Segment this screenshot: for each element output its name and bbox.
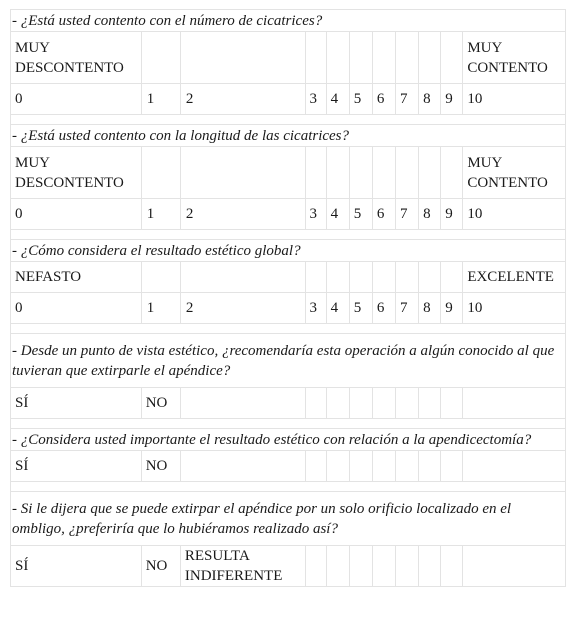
- question-text: - ¿Está usted contento con el número de cicatrices?: [11, 10, 566, 32]
- spacer-row: [11, 230, 566, 240]
- question-text: - ¿Cómo considera el resultado estético global?: [11, 240, 566, 262]
- scale-option[interactable]: 6: [372, 293, 395, 324]
- scale-anchor-row: [11, 147, 566, 199]
- scale-option[interactable]: 10: [463, 293, 566, 324]
- option-no[interactable]: NO: [141, 546, 180, 587]
- options-row: [11, 451, 566, 482]
- scale-option[interactable]: 6: [372, 199, 395, 230]
- scale-low-label: NEFASTO: [11, 262, 142, 293]
- option-yes[interactable]: SÍ: [11, 451, 142, 482]
- spacer-row: [11, 115, 566, 125]
- scale-option[interactable]: 1: [141, 293, 180, 324]
- scale-option[interactable]: 0: [11, 84, 142, 115]
- scale-option[interactable]: 4: [326, 293, 349, 324]
- options-row: [11, 546, 566, 587]
- scale-option[interactable]: 2: [180, 84, 305, 115]
- scale-high-label: EXCELENTE: [463, 262, 566, 293]
- scale-option[interactable]: 7: [395, 293, 418, 324]
- scale-option[interactable]: 9: [441, 293, 463, 324]
- scale-high-label: MUY CONTENTO: [463, 147, 566, 199]
- scale-option[interactable]: 3: [305, 293, 326, 324]
- spacer-row: [11, 419, 566, 429]
- scale-option[interactable]: 2: [180, 293, 305, 324]
- scale-row: [11, 199, 566, 230]
- scale-row: [11, 84, 566, 115]
- question-row: [11, 492, 566, 546]
- scale-option[interactable]: 1: [141, 199, 180, 230]
- aesthetic-survey-table: [10, 9, 566, 587]
- scale-low-label: MUY DESCONTENTO: [11, 32, 142, 84]
- question-text: - Desde un punto de vista estético, ¿recomendaría esta operación a algún conocido al que tuvieran que extirparle el apéndice?: [11, 334, 566, 388]
- question-row: [11, 125, 566, 147]
- scale-option[interactable]: 4: [326, 84, 349, 115]
- scale-row: [11, 293, 566, 324]
- question-row: [11, 429, 566, 451]
- options-row: [11, 388, 566, 419]
- scale-option[interactable]: 0: [11, 293, 142, 324]
- option-indifferent[interactable]: RESULTA INDIFERENTE: [180, 546, 305, 587]
- question-text: - ¿Está usted contento con la longitud de las cicatrices?: [11, 125, 566, 147]
- spacer-row: [11, 324, 566, 334]
- scale-option[interactable]: 4: [326, 199, 349, 230]
- scale-anchor-row: [11, 32, 566, 84]
- scale-option[interactable]: 8: [419, 199, 441, 230]
- question-row: [11, 10, 566, 32]
- option-yes[interactable]: SÍ: [11, 388, 142, 419]
- option-no[interactable]: NO: [141, 451, 180, 482]
- scale-option[interactable]: 7: [395, 84, 418, 115]
- scale-option[interactable]: 6: [372, 84, 395, 115]
- scale-option[interactable]: 3: [305, 199, 326, 230]
- scale-option[interactable]: 8: [419, 293, 441, 324]
- spacer-row: [11, 482, 566, 492]
- scale-option[interactable]: 9: [441, 199, 463, 230]
- option-yes[interactable]: SÍ: [11, 546, 142, 587]
- scale-option[interactable]: 7: [395, 199, 418, 230]
- scale-option[interactable]: 10: [463, 199, 566, 230]
- question-row: [11, 240, 566, 262]
- question-row: [11, 334, 566, 388]
- scale-high-label: MUY CONTENTO: [463, 32, 566, 84]
- question-text: - ¿Considera usted importante el resultado estético con relación a la apendicectomía?: [11, 429, 566, 451]
- scale-option[interactable]: 2: [180, 199, 305, 230]
- scale-option[interactable]: 5: [349, 293, 372, 324]
- question-text: - Si le dijera que se puede extirpar el apéndice por un solo orificio localizado en el ombligo, ¿preferiría que lo hubiéramos realizado así?: [11, 492, 566, 546]
- scale-option[interactable]: 9: [441, 84, 463, 115]
- scale-low-label: MUY DESCONTENTO: [11, 147, 142, 199]
- scale-option[interactable]: 1: [141, 84, 180, 115]
- scale-option[interactable]: 5: [349, 199, 372, 230]
- option-no[interactable]: NO: [141, 388, 180, 419]
- scale-option[interactable]: 0: [11, 199, 142, 230]
- scale-option[interactable]: 5: [349, 84, 372, 115]
- scale-anchor-row: [11, 262, 566, 293]
- scale-option[interactable]: 8: [419, 84, 441, 115]
- scale-option[interactable]: 10: [463, 84, 566, 115]
- scale-option[interactable]: 3: [305, 84, 326, 115]
